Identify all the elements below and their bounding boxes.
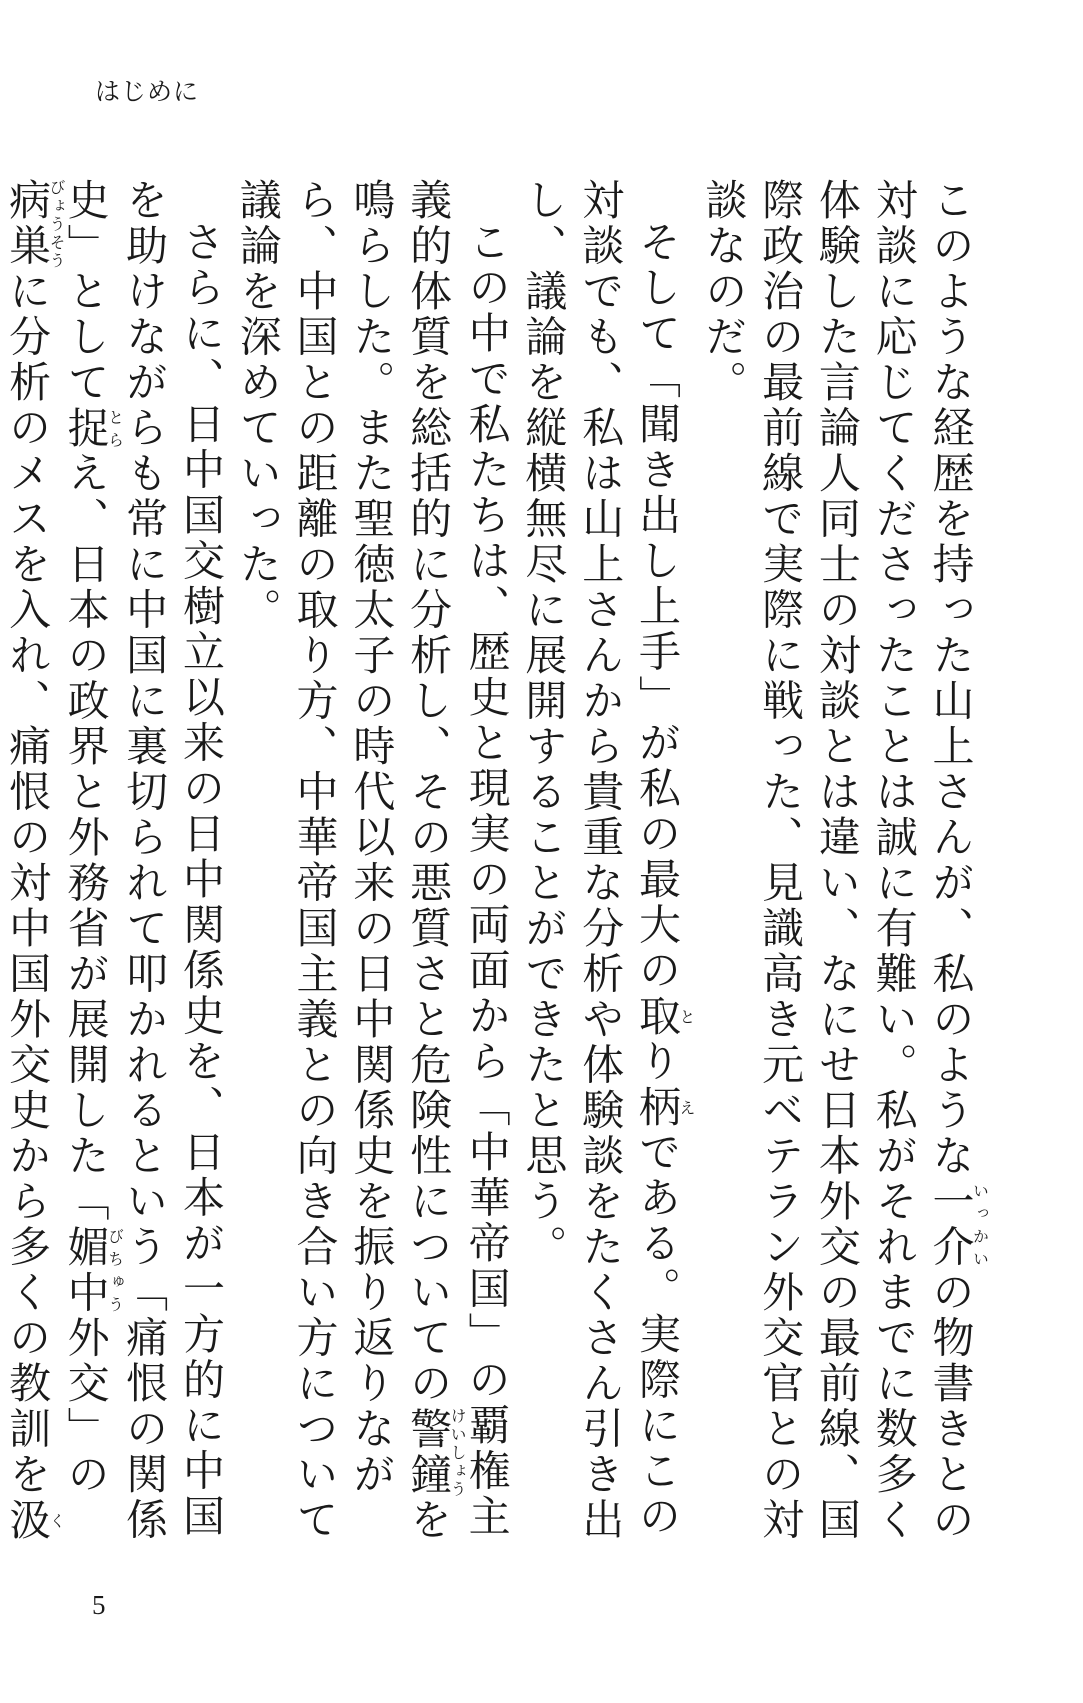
paragraph bbox=[695, 178, 988, 1568]
ruby-annotation bbox=[404, 1406, 468, 1498]
text-run: 外交」の bbox=[61, 1315, 111, 1498]
ruby-annotation bbox=[61, 405, 125, 452]
ruby-annotation bbox=[61, 1224, 125, 1316]
paragraph bbox=[229, 178, 515, 1568]
text-run: そして「聞き出し上手」が私の最大の bbox=[633, 220, 683, 994]
text-run: である。実際にこの対談でも、私は山上さんから貴重な分析や体験談をたくさん引き出し、議論を縦横無尽に展開することができたと思う。 bbox=[519, 178, 683, 1543]
text-run: に分析のメスを入れ、痛恨の対中国外交史から多くの教訓を bbox=[3, 269, 53, 1498]
text-run: この中で私たちは、歴史と現実の両面から「中華帝国」の覇権主義的体質を総括的に分析し、その悪質さと危険性についての bbox=[404, 178, 512, 1540]
running-head: はじめに bbox=[95, 77, 200, 106]
ruby-reading: え bbox=[677, 1084, 697, 1130]
text-run: さらに、日中国交樹立以来の日中関係史を、日本が一方的に中国を助けながらも常に中国に裏切られて叩かれるという「痛恨の関係史」として bbox=[61, 178, 226, 1543]
paragraph bbox=[515, 178, 695, 1568]
ruby-base: 捉 bbox=[61, 405, 111, 451]
text-run: り bbox=[633, 1039, 683, 1085]
ruby-reading: く bbox=[47, 1497, 67, 1543]
ruby-reading: びちゅう bbox=[105, 1224, 125, 1316]
ruby-reading: けいしょう bbox=[448, 1406, 468, 1498]
ruby-base: 媚中 bbox=[61, 1224, 111, 1316]
page-number: 5 bbox=[92, 1590, 106, 1620]
text-run: の物書きとの対談に応じてくださったことは誠に有難い。私がそれまでに数多く体験した言論人同士の対談とは違い、なにせ日本外交の最前線、国際政治の最前線で実際に戦った、見識高き元ベテラン外交官との対談なのだ。 bbox=[699, 178, 976, 1543]
ruby-base: 病巣 bbox=[3, 178, 53, 269]
ruby-base: 取 bbox=[633, 993, 683, 1039]
ruby-annotation bbox=[633, 993, 697, 1040]
ruby-reading: いっかい bbox=[970, 1179, 990, 1270]
paragraph bbox=[0, 178, 229, 1568]
ruby-reading: と bbox=[677, 993, 697, 1039]
ruby-reading: とら bbox=[105, 405, 125, 451]
ruby-base: 警鐘 bbox=[404, 1406, 454, 1498]
ruby-annotation bbox=[926, 1179, 990, 1270]
ruby-annotation bbox=[3, 178, 67, 269]
body-text bbox=[3, 178, 990, 1568]
text-run: このような経歴を持った山上さんが、私のような bbox=[926, 178, 976, 1179]
ruby-base: 柄 bbox=[633, 1084, 683, 1130]
ruby-annotation bbox=[3, 1497, 67, 1544]
text-run: え、日本の政界と外務省が展開した「 bbox=[61, 451, 111, 1225]
text-run: を鳴らした。また聖徳太子の時代以来の日中関係史を振り返りながら、中国との距離の取り方、中華帝国主義との向き合い方について議論を深めていった。 bbox=[233, 178, 454, 1543]
ruby-base: 汲 bbox=[3, 1497, 53, 1543]
ruby-base: 一介 bbox=[926, 1179, 976, 1270]
ruby-annotation bbox=[633, 1084, 697, 1131]
ruby-reading: びょうそう bbox=[47, 178, 67, 269]
